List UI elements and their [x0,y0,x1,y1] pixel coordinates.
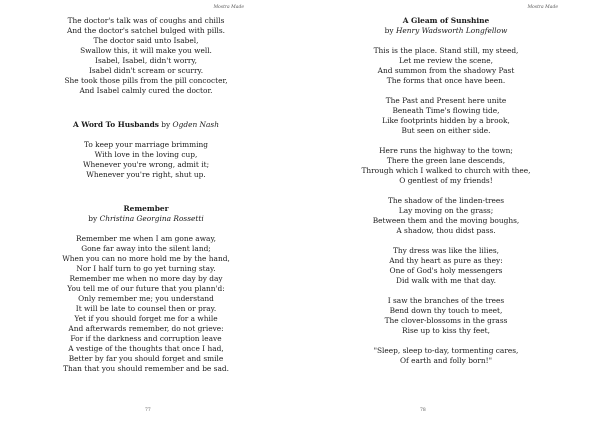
poem-line: Nor I half turn to go yet turning stay. [76,264,216,273]
byline-by: by [384,26,394,35]
poem-line: Better by far you should forget and smile [68,354,224,363]
poem-line: She took those pills from the pill concocter, [64,76,228,85]
poem-line: The Past and Present here unite [385,96,507,105]
poem-line: Remember me when no more day by day [69,274,223,283]
poem-line: The shadow of the linden-trees [387,196,505,205]
poem-line: A vestige of the thoughts that once I had, [68,344,224,353]
poem-line: And summon from the shadowy Past [377,66,515,75]
poem-line: But seen on either side. [401,126,491,135]
poem-heading-remember [33,204,259,224]
poem-line: Bend down thy touch to meet, [389,306,503,315]
poem-line: It will be late to counsel then or pray. [75,304,217,313]
poem-line: O gentlest of my friends! [399,176,493,185]
poem-line: The doctor's talk was of coughs and chills [67,16,225,25]
poem-line: Lay moving on the grass; [398,206,494,215]
poem-line: Gone far away into the silent land; [81,244,211,253]
poem-line: And thy heart as pure as they: [389,256,503,265]
poem-line: And afterwards remember, do not grieve: [68,324,224,333]
poem-line: Yet if you should forget me for a while [74,314,218,323]
poem-line: Let me review the scene, [398,56,494,65]
poem-line: Of earth and folly born!" [399,356,493,365]
poem-line: There the green lane descends, [386,156,506,165]
poem-author: Christina Georgina Rossetti [99,214,204,223]
poem-author: Ogden Nash [172,120,219,129]
poem-stanza [333,246,559,286]
poem-line: With love in the loving cup, [94,150,198,159]
poem-line: To keep your marriage brimming [84,140,208,149]
poem-line: Isabel didn't scream or scurry. [88,66,204,75]
poem-line: The doctor said unto Isabel, [93,36,199,45]
word-to-husbands-stanza [33,140,259,180]
poem-line: Whenever you're wrong, admit it; [82,160,210,169]
poem-stanza [333,96,559,136]
poem-line: One of God's holy messengers [389,266,503,275]
running-head: Mostra Made [213,5,244,10]
poem-line: For if the darkness and corruption leave [70,334,222,343]
gleam-of-sunshine-stanzas [333,46,559,366]
poem-line: Remember me when I am gone away, [76,234,216,243]
poem-author: Henry Wadsworth Longfellow [395,26,508,35]
poem-line: Through which I walked to church with thee, [361,166,531,175]
poem-line: This is the place. Stand still, my steed, [373,46,519,55]
poem-line: Between them and the moving boughs, [372,216,520,225]
poem-line: Beneath Time's flowing tide, [392,106,500,115]
poem-line: Rise up to kiss thy feet, [402,326,490,335]
poem-line: Swallow this, it will make you well. [80,46,212,55]
poem-line: A shadow, thou didst pass. [396,226,496,235]
poem-stanza [333,196,559,236]
poem-line: The clover-blossoms in the grass [384,316,508,325]
page-number: 78 [420,408,426,413]
page-number: 77 [145,408,151,413]
poem-stanza [333,46,559,86]
byline-by: by [88,214,98,223]
poem-stanza [333,346,559,366]
right-page [300,0,600,424]
poem-line: The forms that once have been. [386,76,506,85]
poem-title: A Word To Husbands [73,120,159,129]
poem-line: Than that you should remember and be sad. [63,364,229,373]
poem-title: A Gleam of Sunshine [402,16,490,25]
poem-stanza [333,146,559,186]
remember-sonnet [33,234,259,374]
poem-line: Whenever you're right, shut up. [86,170,206,179]
poem-heading-gleam-of-sunshine [333,16,559,36]
poem-heading-word-to-husbands [33,120,259,130]
poem-line: Only remember me; you understand [78,294,214,303]
byline-by: by [161,120,171,129]
poem-line: I saw the branches of the trees [387,296,505,305]
poem-line: And the doctor's satchel bulged with pills. [66,26,225,35]
poem-stanza [333,296,559,336]
poem-line: And Isabel calmly cured the doctor. [79,86,213,95]
poem-line: You tell me of our future that you plann'd: [67,284,225,293]
running-head: Mostra Made [527,5,558,10]
right-column [333,16,559,376]
poem-line: "Sleep, sleep to-day, tormenting cares, [373,346,519,355]
poem-line: Like footprints hidden by a brook, [382,116,510,125]
poem-line: Did walk with me that day. [396,276,496,285]
poem-title: Remember [123,204,169,213]
poem-line: Isabel, Isabel, didn't worry, [95,56,197,65]
left-column [33,16,259,384]
poem-line: Here runs the highway to the town; [379,146,513,155]
isabel-final-stanza [33,16,259,96]
poem-line: When you can no more hold me by the hand, [62,254,230,263]
poem-line: Thy dress was like the lilies, [392,246,499,255]
